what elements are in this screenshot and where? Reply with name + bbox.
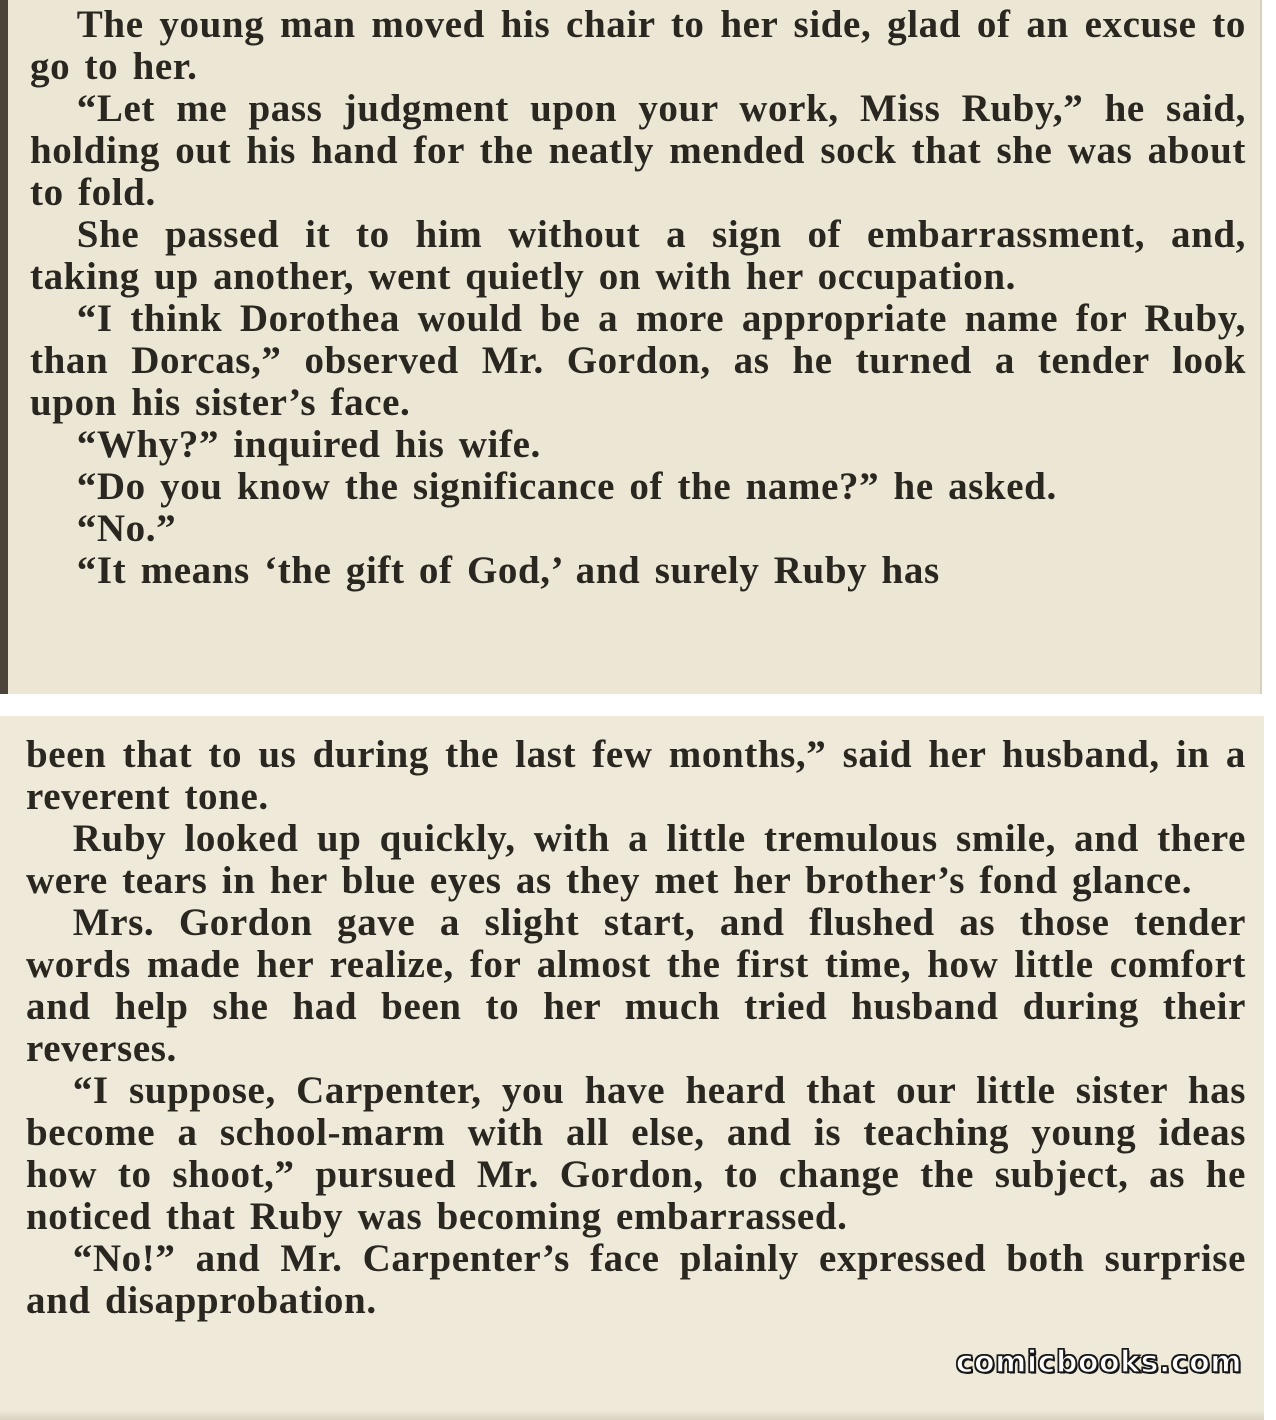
paragraph: “I suppose, Carpenter, you have heard that our little sister has become a school-marm with all else, and is teaching young ideas how to shoot,” pursued Mr. Gordon, to change the subject, as he noticed that Ruby was becoming embarrassed. (26, 1069, 1246, 1238)
paragraph: Mrs. Gordon gave a slight start, and flushed as those tender words made her realize, for almost the first time, how little comfort and help she had been to her much tried husband during their reverses. (26, 901, 1246, 1070)
paragraph: “Why?” inquired his wife. (76, 423, 541, 466)
paragraph: “No!” and Mr. Carpenter’s face plainly expressed both surprise and disapprobation. (26, 1237, 1246, 1322)
paragraph: The young man moved his chair to her side, glad of an excuse to go to her. (30, 3, 1246, 88)
clipping-top (0, 0, 1262, 694)
paragraph-continued: been that to us during the last few months,” said her husband, in a reverent tone. (26, 733, 1246, 818)
clipping-cut-edge (0, 1410, 1264, 1420)
paragraph: “Do you know the significance of the name?” he asked. (76, 465, 1057, 508)
paragraph: “It means ‘the gift of God,’ and surely Ruby has (76, 549, 940, 592)
paragraph: “Let me pass judgment upon your work, Miss Ruby,” he said, holding out his hand for the neatly mended sock that she was about to fold. (30, 87, 1246, 214)
paragraph: “No.” (76, 507, 177, 550)
paragraph: “I think Dorothea would be a more appropriate name for Ruby, than Dorcas,” observed Mr. Gordon, as he turned a tender look upon his sister’s face. (30, 297, 1246, 424)
site-watermark: comicbooks.com (955, 1345, 1242, 1380)
paragraph: Ruby looked up quickly, with a little tremulous smile, and there were tears in her blue eyes as they met her brother’s fond glance. (26, 817, 1246, 902)
scan-gutter (0, 0, 8, 694)
clipping-bottom (0, 716, 1264, 1420)
paragraph: She passed it to him without a sign of embarrassment, and, taking up another, went quietly on with her occupation. (30, 213, 1246, 298)
